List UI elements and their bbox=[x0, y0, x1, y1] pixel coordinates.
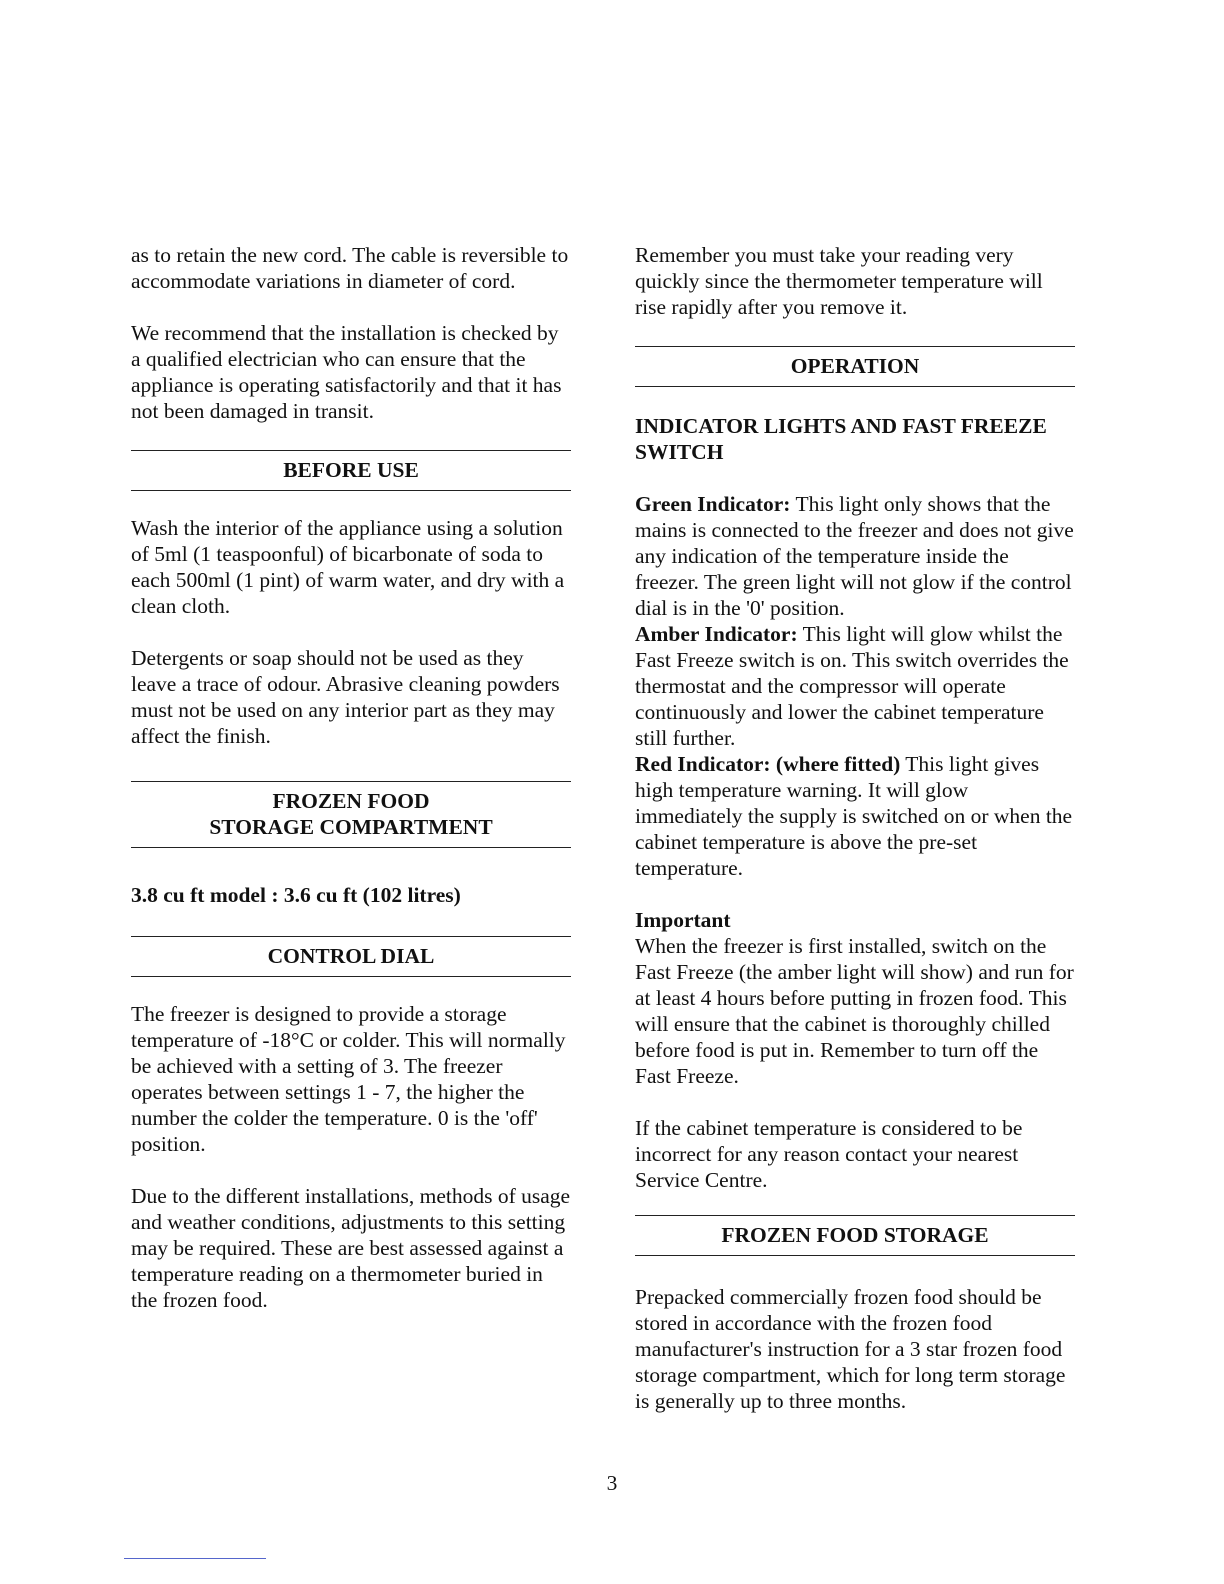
paragraph-thermometer-reading: Remember you must take your reading very quickly since the thermometer temperature will rise rapidly after you remove it. bbox=[635, 243, 1043, 319]
paragraph-amber-indicator bbox=[635, 621, 1075, 751]
paragraph-cord: as to retain the new cord. The cable is reversible to accommodate variations in diameter of cord. bbox=[131, 243, 569, 293]
heading-line-2: STORAGE COMPARTMENT bbox=[209, 815, 493, 839]
footer-rule bbox=[124, 1558, 266, 1559]
amber-indicator-label: Amber Indicator: bbox=[635, 622, 798, 646]
paragraph-detergents: Detergents or soap should not be used as they leave a trace of odour. Abrasive cleaning powders must not be used on any interior part as they may affect the finish. bbox=[131, 646, 560, 748]
paragraph-electrician: We recommend that the installation is checked by a qualified electrician who can ensure that the appliance is operating satisfactorily and that it has not been damaged in transit. bbox=[131, 321, 562, 423]
section-heading-frozen-food-storage: FROZEN FOOD STORAGE bbox=[635, 1215, 1075, 1256]
paragraph-prepacked: Prepacked commercially frozen food should be stored in accordance with the frozen food manufacturer's instruction for a 3 star frozen food storage compartment, which for long term storage is generally up to three months. bbox=[635, 1285, 1066, 1413]
page-number: 3 bbox=[606, 1471, 618, 1495]
red-indicator-label: Red Indicator: (where fitted) bbox=[635, 752, 901, 776]
section-heading-before-use: BEFORE USE bbox=[131, 450, 571, 491]
section-heading-operation: OPERATION bbox=[635, 346, 1075, 387]
green-indicator-label: Green Indicator: bbox=[635, 492, 791, 516]
heading-line-1: FROZEN FOOD bbox=[272, 789, 430, 813]
paragraph-adjustments: Due to the different installations, methods of usage and weather conditions, adjustments to this setting may be required. These are best assessed against a temperature reading on a thermometer buried in the frozen food. bbox=[131, 1184, 571, 1312]
right-column bbox=[635, 242, 1075, 1414]
paragraph-green-indicator bbox=[635, 491, 1075, 621]
subheading-indicator-lights: INDICATOR LIGHTS AND FAST FREEZE SWITCH bbox=[635, 414, 1047, 464]
paragraph-red-indicator bbox=[635, 751, 1075, 881]
model-capacity: 3.8 cu ft model : 3.6 cu ft (102 litres) bbox=[131, 883, 461, 907]
section-heading-frozen-food-compartment bbox=[131, 781, 571, 848]
red-indicator-text: This light gives high temperature warning. It will glow immediately the supply is switched on or when the cabinet temperature is above the pre-set temperature. bbox=[635, 752, 1073, 880]
amber-indicator-text: This light will glow whilst the Fast Freeze switch is on. This switch overrides the thermostat and the compressor will operate continuously and lower the cabinet temperature still further. bbox=[635, 622, 1069, 750]
paragraph-wash: Wash the interior of the appliance using a solution of 5ml (1 teaspoonful) of bicarbonate of soda to each 500ml (1 pint) of warm water, and dry with a clean cloth. bbox=[131, 516, 565, 618]
paragraph-storage-temperature: The freezer is designed to provide a storage temperature of -18°C or colder. This will normally be achieved with a setting of 3. The freezer operates between settings 1 - 7, the higher the number the colder the temperature. 0 is the 'off' position. bbox=[131, 1002, 566, 1156]
paragraph-service-centre: If the cabinet temperature is considered to be incorrect for any reason contact your nearest Service Centre. bbox=[635, 1116, 1023, 1192]
left-column bbox=[131, 242, 571, 1313]
paragraph-important: When the freezer is first installed, switch on the Fast Freeze (the amber light will show) and run for at least 4 hours before putting in frozen food. This will ensure that the cabinet is thoroughly chilled before food is put in. Remember to turn off the Fast Freeze. bbox=[635, 934, 1074, 1088]
section-heading-control-dial: CONTROL DIAL bbox=[131, 936, 571, 977]
important-label: Important bbox=[635, 908, 731, 932]
green-indicator-text: This light only shows that the mains is connected to the freezer and does not give any indication of the temperature inside the freezer. The green light will not glow if the control dial is in the '0' position. bbox=[635, 492, 1074, 620]
